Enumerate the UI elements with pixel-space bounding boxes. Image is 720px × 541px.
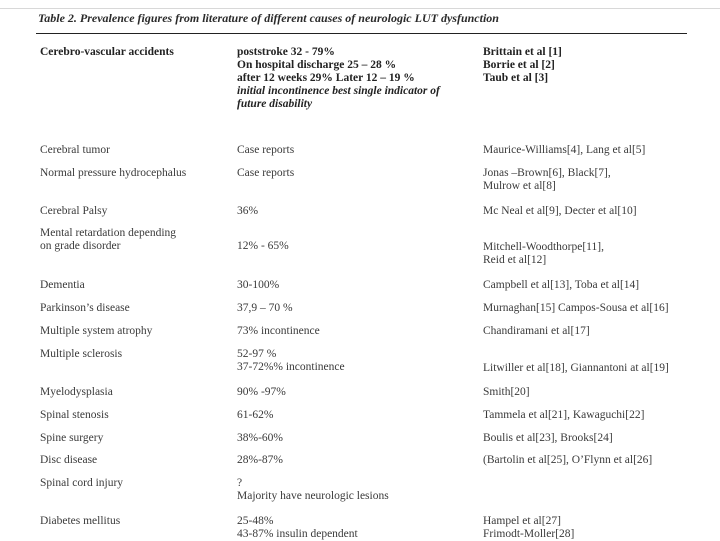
reference-cell: Hampel et al[27] Frimodt-Moller[28]	[483, 515, 575, 540]
reference-cell: Brittain et al [1] Borrie et al [2] Taub et al [3]	[483, 46, 562, 84]
table-caption: Table 2. Prevalence figures from literature of different causes of neurologic LUT dysfunction	[38, 11, 499, 25]
prevalence-cell: 36%	[237, 205, 259, 217]
reference-cell: Tammela et al[21], Kawaguchi[22]	[483, 409, 645, 421]
reference-cell: Jonas –Brown[6], Black[7], Mulrow et al[8]	[483, 167, 611, 192]
condition-cell: Spinal stenosis	[40, 409, 109, 421]
condition-cell: Cerebral tumor	[40, 144, 110, 156]
condition-cell: Normal pressure hydrocephalus	[40, 167, 187, 179]
prevalence-cell: Case reports	[237, 167, 295, 179]
condition-cell: Cerebral Palsy	[40, 205, 108, 217]
prevalence-cell: 52-97 % 37-72%% incontinence	[237, 348, 345, 373]
reference-cell: Smith[20]	[483, 386, 530, 398]
prevalence-cell: 30-100%	[237, 279, 280, 291]
prevalence-cell: 38%-60%	[237, 432, 283, 444]
reference-cell: Maurice-Williams[4], Lang et al[5]	[483, 144, 646, 156]
condition-cell: Parkinson’s disease	[40, 302, 130, 314]
prevalence-cell: 73% incontinence	[237, 325, 320, 337]
reference-cell: Mc Neal et al[9], Decter et al[10]	[483, 205, 637, 217]
condition-cell: Cerebro-vascular accidents	[40, 46, 174, 58]
condition-cell: Multiple system atrophy	[40, 325, 153, 337]
prevalence-cell: 61-62%	[237, 409, 274, 421]
reference-cell: Chandiramani et al[17]	[483, 325, 590, 337]
reference-cell: Murnaghan[15] Campos-Sousa et al[16]	[483, 302, 669, 314]
prevalence-cell: 12% - 65%	[237, 240, 289, 252]
condition-cell: Dementia	[40, 279, 85, 291]
reference-cell: Litwiller et al[18], Giannantoni at al[19]	[483, 362, 669, 374]
condition-cell: Disc disease	[40, 454, 98, 466]
reference-cell: Campbell et al[13], Toba et al[14]	[483, 279, 640, 291]
prevalence-cell: 37,9 – 70 %	[237, 302, 293, 314]
prevalence-cell: 25-48% 43-87% insulin dependent	[237, 515, 358, 540]
reference-cell: (Bartolin et al[25], O’Flynn et al[26]	[483, 454, 653, 466]
condition-cell: Spinal cord injury	[40, 477, 124, 489]
prevalence-cell: ? Majority have neurologic lesions	[237, 477, 389, 502]
condition-cell: Myelodysplasia	[40, 386, 113, 398]
prevalence-cell: Case reports	[237, 144, 295, 156]
condition-cell: Diabetes mellitus	[40, 515, 121, 527]
prevalence-cell: 90% -97%	[237, 386, 286, 398]
prevalence-cell: poststroke 32 - 79% On hospital discharge 25 – 28 % after 12 weeks 29% Later 12 – 19 % initial incontinence best single indicator of future disability	[237, 46, 440, 110]
condition-cell: Mental retardation depending on grade disorder	[40, 227, 177, 252]
reference-cell: Boulis et al[23], Brooks[24]	[483, 432, 613, 444]
prevalence-cell: 28%-87%	[237, 454, 283, 466]
condition-cell: Multiple sclerosis	[40, 348, 123, 360]
reference-cell: Mitchell-Woodthorpe[11], Reid et al[12]	[483, 241, 604, 266]
condition-cell: Spine surgery	[40, 432, 104, 444]
